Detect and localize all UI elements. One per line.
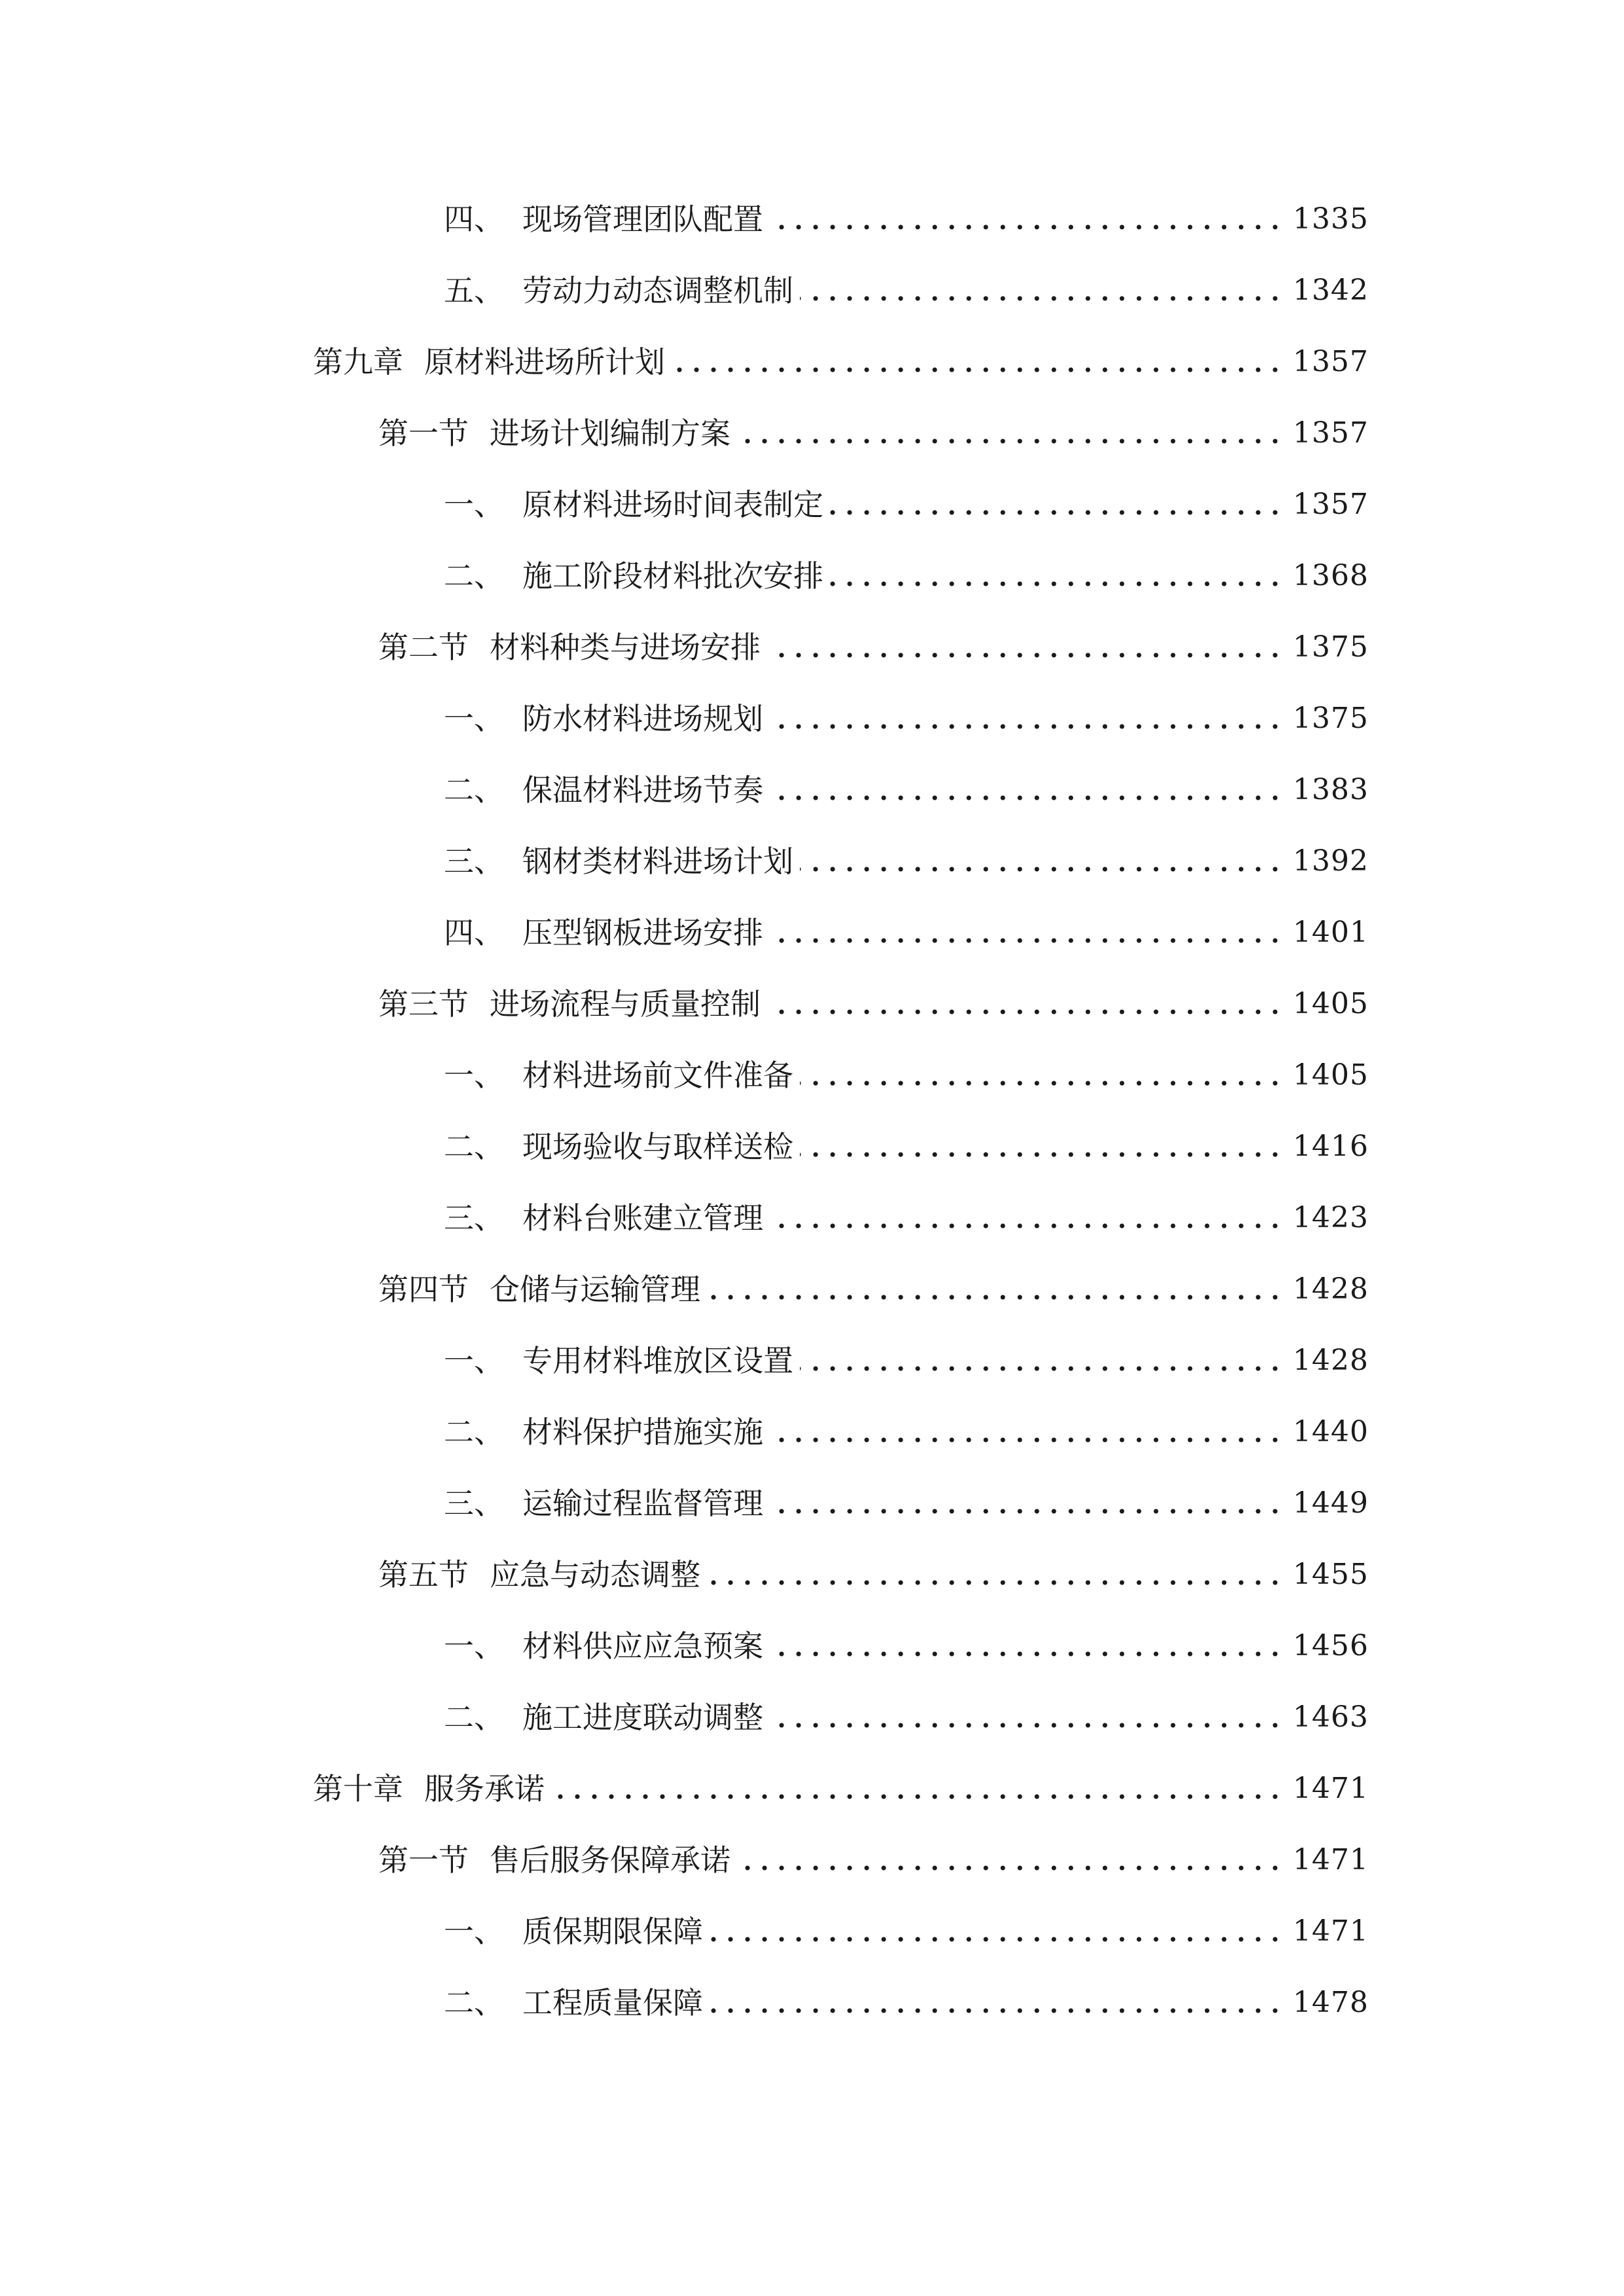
- toc-entry[interactable]: [444, 1335, 1369, 1387]
- toc-entry-number: 一、: [444, 1914, 504, 1949]
- toc-entry-title: 材料进场前文件准备: [522, 1058, 793, 1093]
- toc-entry-number: 二、: [444, 772, 504, 808]
- toc-entry[interactable]: [444, 835, 1369, 888]
- toc-entry-page: 1428: [1293, 1272, 1369, 1306]
- toc-entry-title: 材料种类与进场安排: [490, 630, 761, 665]
- dot-leader: [767, 632, 1284, 662]
- toc-entry[interactable]: [444, 1121, 1369, 1173]
- toc-entry-page: 1383: [1293, 773, 1369, 806]
- dot-leader: [830, 561, 1284, 591]
- toc-entry-number: 一、: [444, 1628, 504, 1664]
- toc-entry-title: 材料台账建立管理: [522, 1200, 763, 1236]
- toc-entry[interactable]: [378, 1549, 1369, 1601]
- toc-entry[interactable]: [444, 1049, 1369, 1102]
- toc-entry-page: 1423: [1293, 1201, 1369, 1234]
- toc-entry-page: 1357: [1293, 345, 1369, 378]
- toc-entry[interactable]: [378, 621, 1369, 673]
- dot-leader: [770, 1488, 1284, 1518]
- toc-entry-number: 第五节: [378, 1557, 469, 1592]
- toc-entry-page: 1401: [1293, 916, 1369, 949]
- toc-entry[interactable]: [444, 1477, 1369, 1530]
- toc-entry-number: 第三节: [378, 986, 469, 1022]
- dot-leader: [770, 1631, 1284, 1661]
- toc-entry-page: 1428: [1293, 1344, 1369, 1377]
- toc-entry-title: 防水材料进场规划: [522, 701, 763, 736]
- toc-entry-title: 原材料进场时间表制定: [522, 487, 823, 522]
- toc-entry-page: 1375: [1293, 630, 1369, 664]
- toc-entry-page: 1471: [1293, 1843, 1369, 1876]
- toc-entry-page: 1440: [1293, 1415, 1369, 1448]
- dot-leader: [800, 846, 1284, 876]
- toc-entry-page: 1357: [1293, 488, 1369, 521]
- toc-entry-number: 一、: [444, 487, 504, 522]
- toc-entry-number: 二、: [444, 1129, 504, 1164]
- toc-entry[interactable]: [444, 193, 1369, 245]
- toc-entry-page: 1342: [1293, 274, 1369, 307]
- dot-leader: [800, 1060, 1284, 1090]
- toc-entry-number: 二、: [444, 1985, 504, 2020]
- toc-entry-page: 1335: [1293, 202, 1369, 236]
- toc-entry-title: 保温材料进场节奏: [522, 772, 763, 808]
- toc-entry-number: 五、: [444, 273, 504, 308]
- dot-leader: [710, 1916, 1284, 1946]
- toc-entry-page: 1471: [1293, 1914, 1369, 1948]
- toc-entry[interactable]: [444, 478, 1369, 531]
- toc-entry-page: 1357: [1293, 416, 1369, 450]
- dot-leader: [737, 1845, 1284, 1875]
- toc-entry-page: 1463: [1293, 1700, 1369, 1734]
- toc-entry-title: 应急与动态调整: [490, 1557, 700, 1592]
- toc-entry[interactable]: [378, 978, 1369, 1030]
- toc-entry-page: 1405: [1293, 1058, 1369, 1092]
- toc-entry-number: 第十章: [313, 1771, 403, 1806]
- toc-entry[interactable]: [378, 1834, 1369, 1886]
- toc-entry-title: 进场计划编制方案: [490, 416, 731, 451]
- toc-entry-title: 压型钢板进场安排: [522, 915, 763, 950]
- toc-entry-page: 1416: [1293, 1130, 1369, 1163]
- toc-entry-title: 材料供应应急预案: [522, 1628, 763, 1664]
- dot-leader: [770, 204, 1284, 234]
- toc-entry[interactable]: [313, 1763, 1369, 1815]
- toc-entry-title: 质保期限保障: [522, 1914, 703, 1949]
- toc-entry-title: 专用材料堆放区设置: [522, 1343, 793, 1378]
- dot-leader: [800, 276, 1284, 306]
- toc-entry[interactable]: [444, 906, 1369, 959]
- toc-entry[interactable]: [444, 1977, 1369, 2029]
- toc-entry-title: 服务承诺: [424, 1771, 545, 1806]
- dot-leader: [672, 347, 1284, 377]
- toc-entry[interactable]: [444, 1691, 1369, 1744]
- toc-entry-page: 1368: [1293, 559, 1369, 592]
- toc-entry-number: 四、: [444, 202, 504, 237]
- dot-leader: [770, 1203, 1284, 1233]
- toc-entry-title: 进场流程与质量控制: [490, 986, 761, 1022]
- toc-entry-number: 二、: [444, 1414, 504, 1450]
- toc-entry-number: 三、: [444, 1200, 504, 1236]
- toc-entry-page: 1449: [1293, 1486, 1369, 1520]
- toc-entry-page: 1375: [1293, 702, 1369, 735]
- toc-entry-title: 施工阶段材料批次安排: [522, 558, 823, 594]
- toc-entry-page: 1392: [1293, 844, 1369, 878]
- toc-entry-title: 劳动力动态调整机制: [522, 273, 793, 308]
- toc-entry[interactable]: [444, 1406, 1369, 1458]
- dot-leader: [707, 1274, 1284, 1304]
- toc-entry-title: 仓储与运输管理: [490, 1272, 700, 1307]
- toc-entry-page: 1405: [1293, 987, 1369, 1020]
- toc-entry-number: 一、: [444, 701, 504, 736]
- toc-entry[interactable]: [444, 1905, 1369, 1958]
- dot-leader: [830, 490, 1284, 520]
- toc-entry-number: 一、: [444, 1343, 504, 1378]
- toc-entry-title: 现场验收与取样送检: [522, 1129, 793, 1164]
- toc-entry-title: 施工进度联动调整: [522, 1700, 763, 1735]
- toc-entry-number: 第一节: [378, 1842, 469, 1878]
- toc-entry-number: 第一节: [378, 416, 469, 451]
- toc-entry-title: 原材料进场所计划: [424, 344, 665, 380]
- dot-leader: [770, 775, 1284, 805]
- toc-entry-number: 一、: [444, 1058, 504, 1093]
- dot-leader: [770, 704, 1284, 734]
- toc-entry-title: 工程质量保障: [522, 1985, 703, 2020]
- toc-entry-number: 第二节: [378, 630, 469, 665]
- toc-entry-page: 1471: [1293, 1772, 1369, 1805]
- toc-entry-title: 材料保护措施实施: [522, 1414, 763, 1450]
- dot-leader: [800, 1132, 1284, 1162]
- dot-leader: [551, 1774, 1284, 1804]
- toc-entry-page: 1456: [1293, 1629, 1369, 1662]
- dot-leader: [710, 1988, 1284, 2018]
- toc-entry-page: 1455: [1293, 1558, 1369, 1591]
- dot-leader: [770, 1417, 1284, 1447]
- toc-entry-number: 二、: [444, 558, 504, 594]
- toc-entry-number: 第四节: [378, 1272, 469, 1307]
- dot-leader: [737, 418, 1284, 448]
- toc-entry-page: 1478: [1293, 1986, 1369, 2019]
- toc-entry[interactable]: [378, 407, 1369, 459]
- toc-entry[interactable]: [444, 264, 1369, 317]
- dot-leader: [767, 989, 1284, 1019]
- dot-leader: [770, 918, 1284, 948]
- toc-entry[interactable]: [444, 692, 1369, 745]
- toc-entry-number: 第九章: [313, 344, 403, 380]
- toc-entry[interactable]: [313, 336, 1369, 388]
- toc-entry-title: 现场管理团队配置: [522, 202, 763, 237]
- toc-entry-number: 三、: [444, 844, 504, 879]
- toc-entry-number: 四、: [444, 915, 504, 950]
- toc-entry-number: 二、: [444, 1700, 504, 1735]
- toc-entry[interactable]: [444, 550, 1369, 602]
- toc-entry-number: 三、: [444, 1486, 504, 1521]
- toc-entry[interactable]: [378, 1263, 1369, 1316]
- toc-entry[interactable]: [444, 1192, 1369, 1244]
- toc-entry-title: 运输过程监督管理: [522, 1486, 763, 1521]
- dot-leader: [707, 1560, 1284, 1590]
- toc-entry-title: 钢材类材料进场计划: [522, 844, 793, 879]
- toc-entry-title: 售后服务保障承诺: [490, 1842, 731, 1878]
- toc-entry[interactable]: [444, 1620, 1369, 1672]
- dot-leader: [800, 1346, 1284, 1376]
- toc-entry[interactable]: [444, 764, 1369, 816]
- dot-leader: [770, 1702, 1284, 1732]
